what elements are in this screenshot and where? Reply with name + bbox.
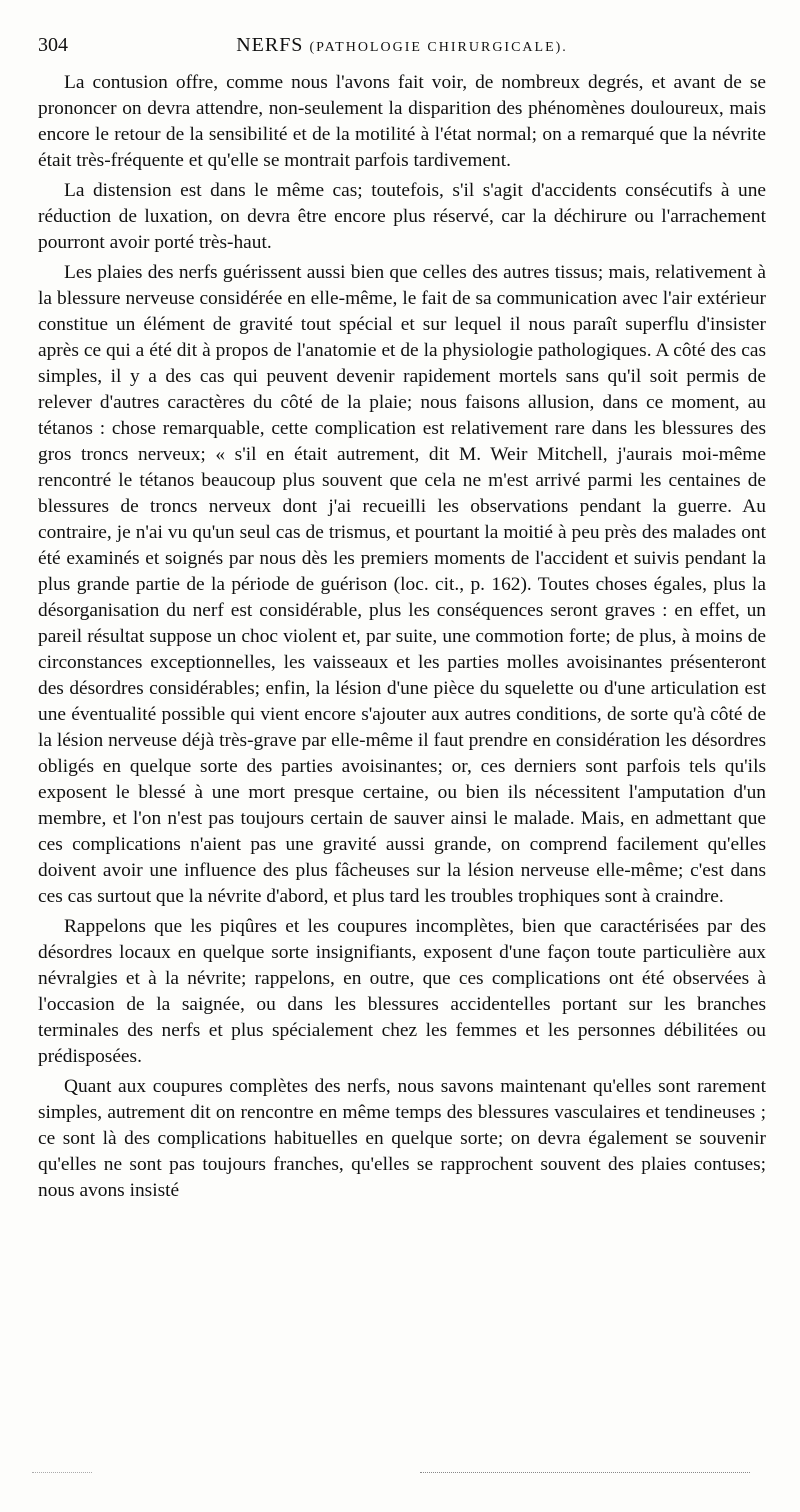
paragraph-contusion: La contusion offre, comme nous l'avons fait voir, de nombreux degrés, et avant de se prononcer on devra attendre, non-seulement la disparition des phénomènes douloureux, mais encore le retour de la sensibilité et de la motilité à l'état normal; on a remarqué que la névrite était très-fréquente et qu'elle se montrait parfois tardivement. [38, 72, 766, 171]
paragraph-piqures: Rappelons que les piqûres et les coupures incomplètes, bien que caractérisées par des désordres locaux en quelque sorte insignifiants, exposent d'une façon toute particulière aux névralgies et à la névrite; rappelons, en outre, que ces complications ont été observées à l'occasion de la saignée, ou dans les blessures accidentelles portant sur les branches terminales des nerfs et plus spécialement chez les femmes et les personnes débilitées ou prédisposées. [38, 916, 766, 1067]
running-head [38, 30, 766, 63]
paragraph-coupures: Quant aux coupures complètes des nerfs, nous savons maintenant qu'elles sont rarement simples, autrement dit on rencontre en même temps des blessures vasculaires et tendineuses ; ce sont là des complications habituelles en quelque sorte; on devra également se souvenir qu'elles ne sont pas toujours franches, qu'elles se rapprochent souvent des plaies contuses; nous avons insisté [38, 1076, 766, 1201]
body-text [38, 70, 766, 1208]
running-head-subtitle: (PATHOLOGIE CHIRURGICALE). [309, 40, 568, 55]
paragraph-distension: La distension est dans le même cas; toutefois, s'il s'agit d'accidents consécutifs à une réduction de luxation, on devra être encore plus réservé, car la déchirure ou l'arrachement pourront avoir porté très-haut. [38, 180, 766, 253]
page-header [38, 30, 766, 60]
page-number: 304 [38, 34, 68, 56]
running-head-title: NERFS [236, 34, 304, 56]
footer-dotted-rule [420, 1472, 750, 1473]
footer-dotted-rule-left [32, 1472, 92, 1473]
paragraph-plaies: Les plaies des nerfs guérissent aussi bien que celles des autres tissus; mais, relativement à la blessure nerveuse considérée en elle-même, le fait de sa communication avec l'air extérieur constitue un élément de gravité tout spécial et sur lequel il nous paraît superflu d'insister après ce qui a été dit à propos de l'anatomie et de la physiologie pathologiques. A côté des cas simples, il y a des cas qui peuvent devenir rapidement mortels sans qu'il soit permis de relever d'autres caractères du côté de la plaie; nous faisons allusion, dans ce moment, au tétanos : chose remarquable, cette complication est relativement rare dans les blessures des gros troncs nerveux; « s'il en était autrement, dit M. Weir Mitchell, j'aurais moi-même rencontré le tétanos beaucoup plus souvent que cela ne m'est arrivé parmi les centaines de blessures de troncs nerveux dont j'ai recueilli les observations pendant la guerre. Au contraire, je n'ai vu qu'un seul cas de trismus, et pourtant la moitié à peu près des malades ont été examinés et soignés par nous dès les premiers moments de l'accident et suivis pendant la plus grande partie de la période de guérison (loc. cit., p. 162). Toutes choses égales, plus la désorganisation du nerf est considérable, plus les conséquences seront graves : en effet, un pareil résultat suppose un choc violent et, par suite, une commotion forte; de plus, à moins de circonstances exceptionnelles, les vaisseaux et les parties molles avoisinantes présenteront des désordres considérables; enfin, la lésion d'une pièce du squelette ou d'une articulation est une éventualité possible qui vient encore s'ajouter aux autres conditions, de sorte qu'à côté de la lésion nerveuse déjà très-grave par elle-même il faut prendre en considération les désordres obligés en quelque sorte des parties avoisinantes; or, ces derniers sont parfois tels qu'ils exposent le blessé à une mort presque certaine, ou bien ils nécessitent l'amputation d'un membre, et l'on n'est pas toujours certain de sauver ainsi le malade. Mais, en admettant que ces complications n'aient pas une gravité aussi grande, on comprend facilement qu'elles doivent avoir une influence des plus fâcheuses sur la lésion nerveuse elle-même; c'est dans ces cas surtout que la névrite d'abord, et plus tard les troubles trophiques sont à craindre. [38, 262, 766, 907]
